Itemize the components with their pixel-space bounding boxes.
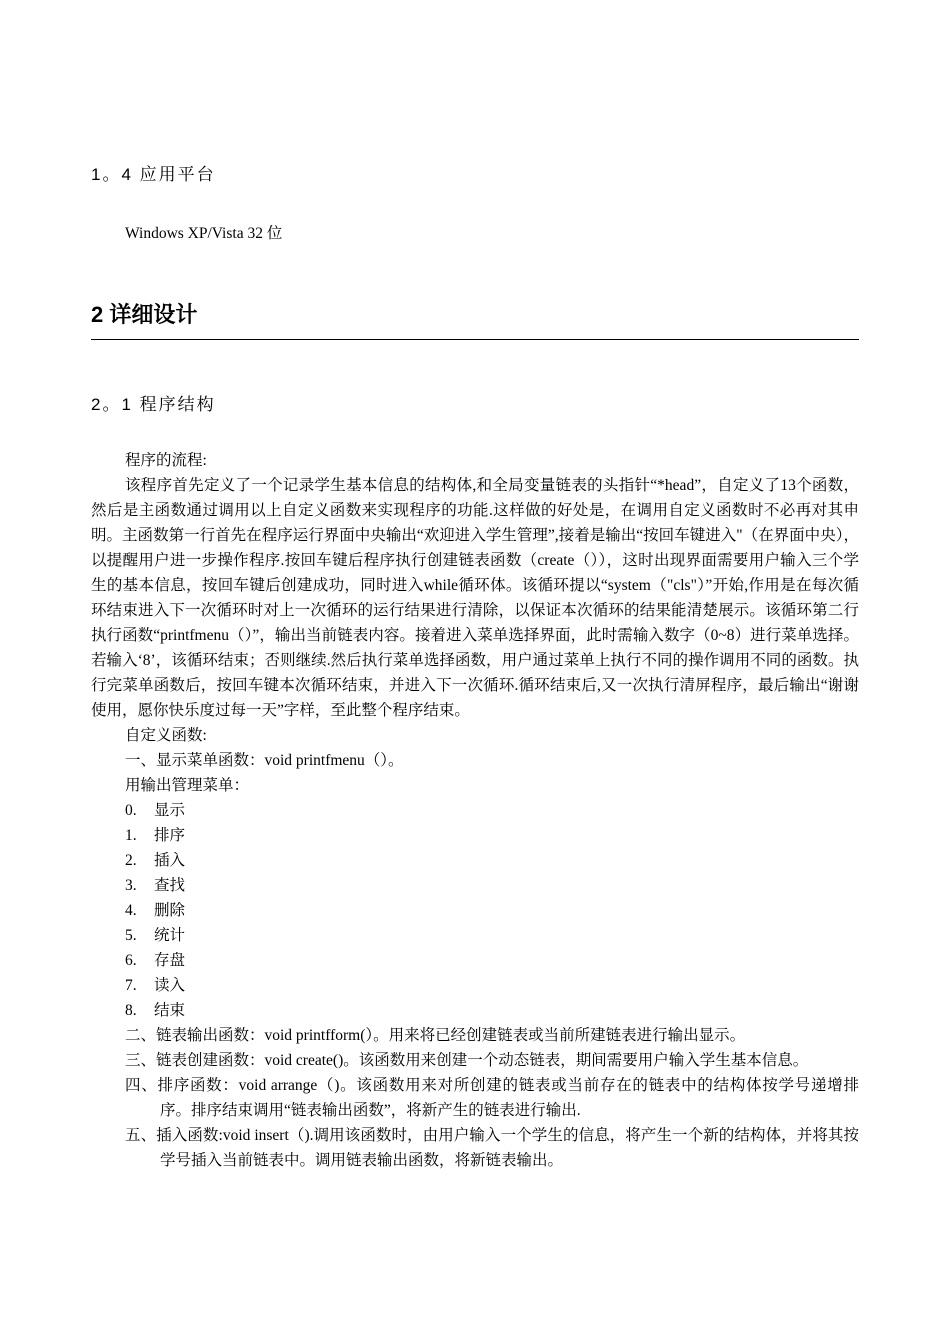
menu-item (91, 923, 859, 948)
flow-paragraph: 该程序首先定义了一个记录学生基本信息的结构体,和全局变量链表的头指针“*head”，自定义了13个函数，然后是主函数通过调用以上自定义函数来实现程序的功能.这样做的好处是，在调用自定义函数时不必再对其申明。主函数第一行首先在程序运行界面中央输出“欢迎进入学生管理”,接着是输出“按回车键进入"（在界面中央），以提醒用户进一步操作程序.按回车键后程序执行创建链表函数（create（）），这时出现界面需要用户输入三个学生的基本信息，按回车键后创建成功，同时进入while循环体。该循环提以“system（"cls"）”开始,作用是在每次循环结束进入下一次循环时对上一次循环的运行结果进行清除，以保证本次循环的结果能清楚展示。该循环第二行执行函数“printfmenu（）”，输出当前链表内容。接着进入菜单选择界面，此时需输入数字（0~8）进行菜单选择。若输入‘8’，该循环结束；否则继续.然后执行菜单选择函数，用户通过菜单上执行不同的操作调用不同的函数。执行完菜单函数后，按回车键本次循环结束，并进入下一次循环.循环结束后,又一次执行清屏程序，最后输出“谢谢使用，愿你快乐度过每一天”字样，至此整个程序结束。 (91, 477, 859, 719)
menu-item-label: 读入 (154, 977, 186, 994)
menu-item (91, 873, 859, 898)
menu-item-number: 8. (125, 1002, 137, 1019)
menu-item-label: 插入 (154, 852, 186, 869)
function-item-2: 二、链表输出函数：void printfform(）。用来将已经创建链表或当前所建链表进行输出显示。 (125, 1027, 746, 1044)
function-item-5: 五、插入函数:void insert（).调用该函数时，由用户输入一个学生的信息，将产生一个新的结构体，并将其按学号插入当前链表中。调用链表输出函数，将新链表输出。 (125, 1127, 859, 1169)
section-heading-1-4: 1。4 应用平台 (91, 165, 216, 184)
menu-item-label: 删除 (154, 902, 186, 919)
menu-item-number: 0. (125, 802, 137, 819)
menu-item-number: 6. (125, 952, 137, 969)
menu-item-label: 查找 (154, 877, 186, 894)
function-item-3: 三、链表创建函数：void create()。该函数用来创建一个动态链表，期间需要用户输入学生基本信息。 (125, 1052, 809, 1069)
menu-item (91, 823, 859, 848)
menu-item (91, 798, 859, 823)
custom-functions-label: 自定义函数: (125, 727, 207, 744)
chapter-heading-2: 2 详细设计 (91, 302, 198, 327)
menu-item (91, 848, 859, 873)
section-body (91, 448, 859, 1173)
platform-text: Windows XP/Vista 32 位 (125, 225, 283, 242)
heading-divider (91, 339, 859, 340)
menu-item (91, 898, 859, 923)
menu-list (91, 798, 859, 1023)
function-item-4: 四、排序函数：void arrange（)。该函数用来对所创建的链表或当前存在的链表中的结构体按学号递增排序。排序结束调用“链表输出函数”，将新产生的链表进行输出. (125, 1077, 859, 1119)
menu-item (91, 998, 859, 1023)
menu-item-number: 3. (125, 877, 137, 894)
menu-item-label: 显示 (154, 802, 186, 819)
menu-item-label: 统计 (154, 927, 186, 944)
menu-item-number: 5. (125, 927, 137, 944)
menu-item (91, 948, 859, 973)
menu-item-label: 排序 (154, 827, 186, 844)
menu-item-number: 1. (125, 827, 137, 844)
menu-item-label: 结束 (154, 1002, 186, 1019)
menu-item-number: 7. (125, 977, 137, 994)
function-item-1: 一、显示菜单函数：void printfmenu（）。 (125, 752, 404, 769)
menu-item-number: 4. (125, 902, 137, 919)
section-heading-2-1: 2。1 程序结构 (91, 395, 216, 414)
menu-item-number: 2. (125, 852, 137, 869)
menu-item-label: 存盘 (154, 952, 186, 969)
menu-item (91, 973, 859, 998)
flow-label: 程序的流程: (125, 452, 207, 469)
function-item-1-desc: 用输出管理菜单： (125, 777, 250, 794)
